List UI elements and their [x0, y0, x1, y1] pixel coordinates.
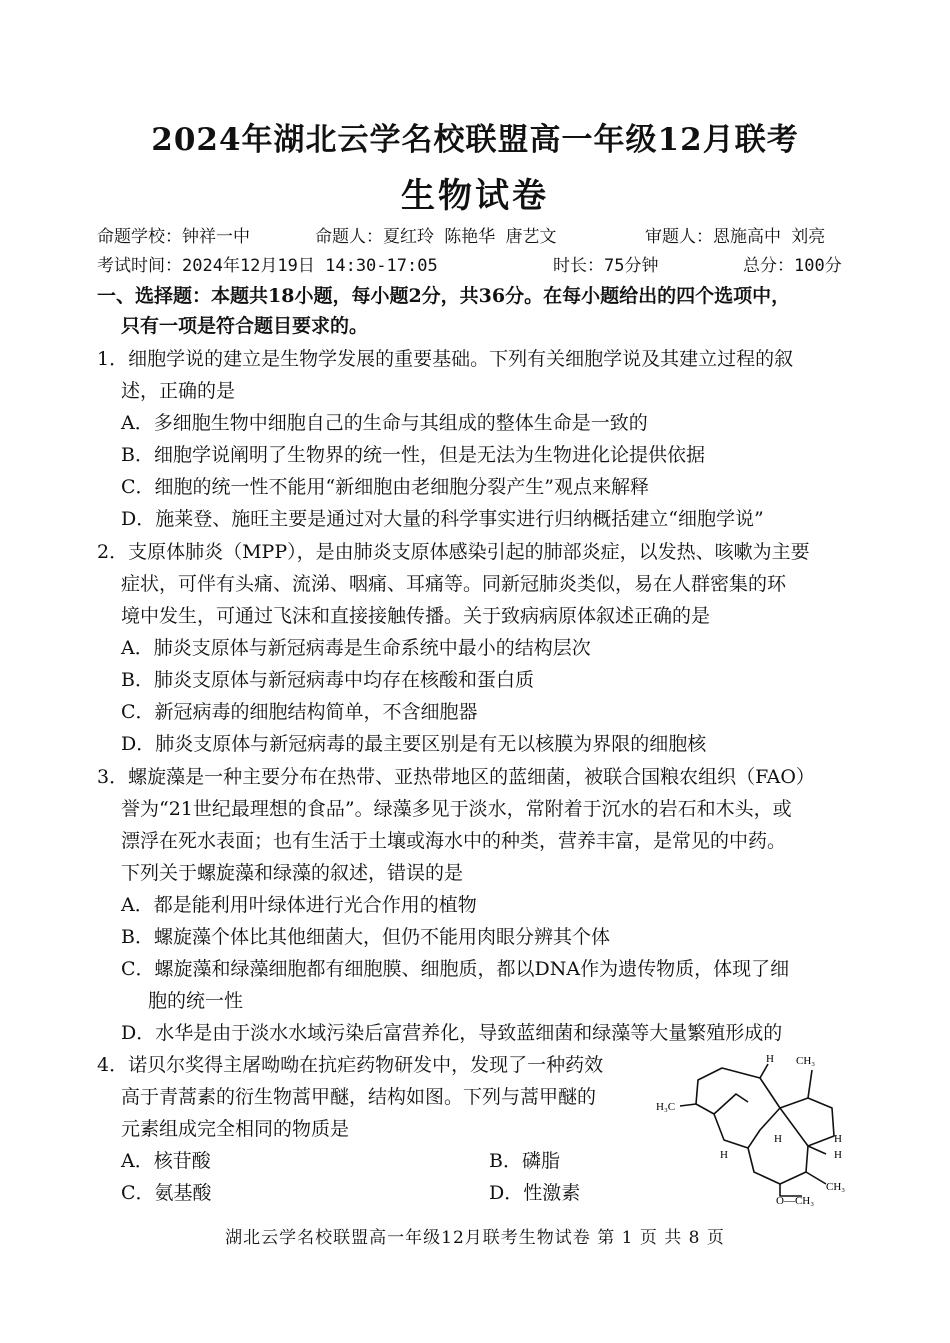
q1-stem: 1．细胞学说的建立是生物学发展的重要基础。下列有关细胞学说及其建立过程的叙	[97, 348, 794, 370]
q3-option-a: A．都是能利用叶绿体进行光合作用的植物	[121, 894, 477, 916]
label-h-right2: H	[834, 1149, 842, 1161]
q3-stem-cont2: 漂浮在死水表面；也有生活于土壤或海水中的种类，营养丰富，是常见的中药。	[121, 830, 787, 852]
section-heading: 一、选择题：本题共18小题，每小题2分，共36分。在每小题给出的四个选项中，	[97, 285, 791, 307]
meta-exam-time: 考试时间：2024年12月19日 14:30-17:05	[97, 256, 438, 276]
q3-stem: 3．螺旋藻是一种主要分布在热带、亚热带地区的蓝细菌，被联合国粮农组织（FAO）	[97, 766, 815, 788]
q1-option-d: D．施莱登、施旺主要是通过对大量的科学事实进行归纳概括建立“细胞学说”	[121, 508, 764, 530]
q2-stem: 2．支原体肺炎（MPP），是由肺炎支原体感染引起的肺部炎症，以发热、咳嗽为主要	[97, 541, 810, 563]
q1-stem-cont: 述，正确的是	[121, 380, 236, 402]
q3-stem-cont3: 下列关于螺旋藻和绿藻的叙述，错误的是	[121, 862, 464, 884]
meta-duration: 时长：75分钟	[553, 256, 659, 276]
q4-option-b: B．磷脂	[489, 1150, 560, 1172]
q2-option-c: C．新冠病毒的细胞结构简单，不含细胞器	[121, 701, 478, 723]
exam-subtitle: 生物试卷	[401, 176, 549, 216]
exam-title: 2024年湖北云学名校联盟高一年级12月联考	[151, 122, 799, 158]
q4-option-c: C．氨基酸	[121, 1182, 212, 1204]
meta-total: 总分：100分	[743, 256, 842, 276]
q2-option-b: B．肺炎支原体与新冠病毒中均存在核酸和蛋白质	[121, 669, 534, 691]
q3-option-d: D．水华是由于淡水水域污染后富营养化，导致蓝细菌和绿藻等大量繁殖形成的	[121, 1022, 783, 1044]
meta-reviewer: 审题人：恩施高中 刘亮	[645, 227, 826, 247]
q1-option-a: A．多细胞生物中细胞自己的生命与其组成的整体生命是一致的	[121, 412, 648, 434]
label-ch3-top: CH₃	[796, 1055, 816, 1067]
q4-stem-cont2: 元素组成完全相同的物质是	[121, 1118, 350, 1140]
q2-stem-cont2: 境中发生，可通过飞沫和直接接触传播。关于致病病原体叙述正确的是	[121, 605, 711, 627]
q3-option-c: C．螺旋藻和绿藻细胞都有细胞膜、细胞质，都以DNA作为遗传物质，体现了细	[121, 958, 790, 980]
q4-option-a: A．核苷酸	[121, 1150, 211, 1172]
label-h3c: H₃C	[656, 1101, 676, 1113]
meta-school: 命题学校：钟祥一中	[97, 227, 250, 247]
page-footer: 湖北云学名校联盟高一年级12月联考生物试卷 第 1 页 共 8 页	[225, 1228, 725, 1248]
q3-option-b: B．螺旋藻个体比其他细菌大，但仍不能用肉眼分辨其个体	[121, 926, 610, 948]
q3-option-c-cont: 胞的统一性	[148, 990, 244, 1012]
meta-authors: 命题人：夏红玲 陈艳华 唐艺文	[315, 227, 557, 247]
label-ch3-right: CH₃	[826, 1181, 846, 1193]
q2-stem-cont: 症状，可伴有头痛、流涕、咽痛、耳痛等。同新冠肺炎类似，易在人群密集的环	[121, 573, 787, 595]
label-och3: O—CH₃	[776, 1195, 815, 1206]
q3-stem-cont: 誉为“21世纪最理想的食品”。绿藻多见于淡水，常附着于沉水的岩石和木头，或	[121, 798, 792, 820]
label-h-left: H	[720, 1149, 728, 1161]
label-h-top: H	[766, 1053, 774, 1065]
q4-option-d: D．性激素	[489, 1182, 581, 1204]
q4-stem-cont: 高于青蒿素的衍生物蒿甲醚，结构如图。下列与蒿甲醚的	[121, 1086, 597, 1108]
q2-option-d: D．肺炎支原体与新冠病毒的最主要区别是有无以核膜为界限的细胞核	[121, 733, 707, 755]
q4-stem: 4．诺贝尔奖得主屠呦呦在抗疟药物研发中，发现了一种药效	[97, 1054, 604, 1076]
q1-option-b: B．细胞学说阐明了生物界的统一性，但是无法为生物进化论提供依据	[121, 444, 705, 466]
label-h-center: H	[774, 1133, 782, 1145]
label-h-right1: H	[834, 1133, 842, 1145]
q2-option-a: A．肺炎支原体与新冠病毒是生命系统中最小的结构层次	[121, 637, 591, 659]
q1-option-c: C．细胞的统一性不能用“新细胞由老细胞分裂产生”观点来解释	[121, 476, 649, 498]
artemether-structure-diagram	[650, 1046, 860, 1206]
section-heading-cont: 只有一项是符合题目要求的。	[121, 315, 369, 337]
